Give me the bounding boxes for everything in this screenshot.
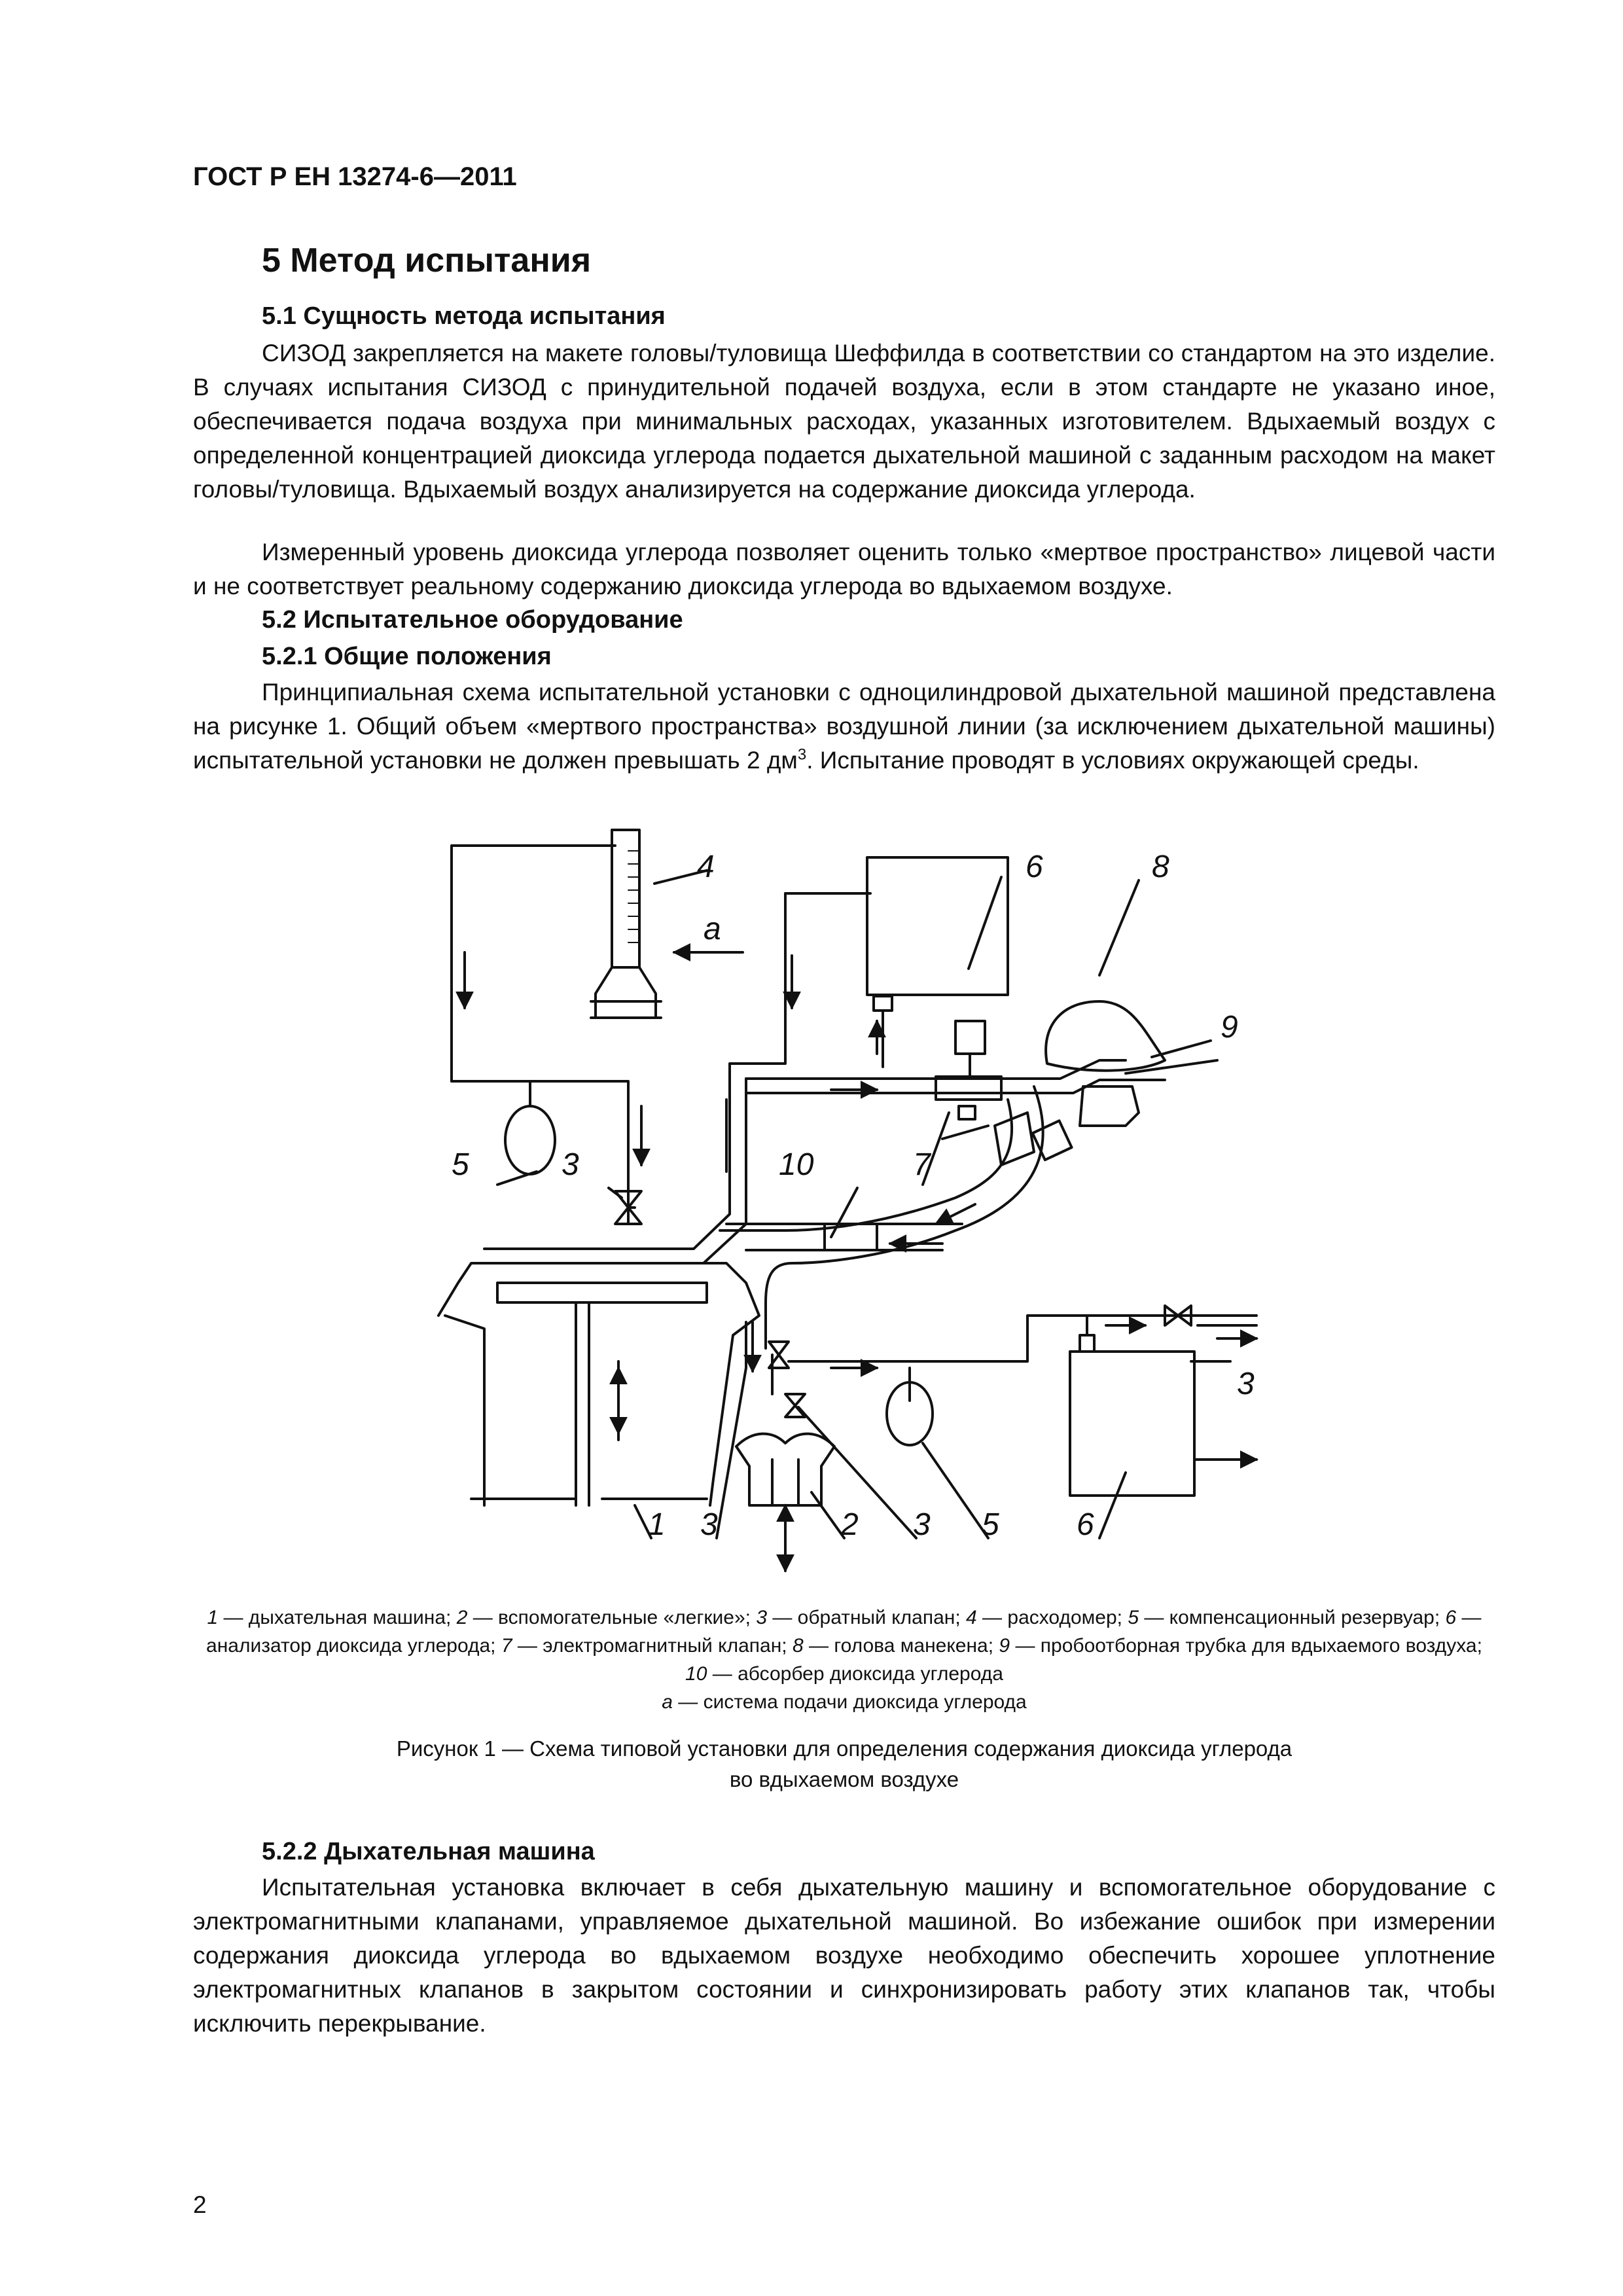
subsection-title-5-2-2: 5.2.2 Дыхательная машина <box>262 1838 595 1865</box>
page-number: 2 <box>193 2191 207 2218</box>
figure-caption: Рисунок 1 — Схема типовой установки для определения содержания диоксида углерода во вдыхаемом воздухе <box>396 1736 1293 1791</box>
label-8: 8 <box>1152 850 1169 884</box>
paragraph-5-2-2: Испытательная установка включает в себя дыхательную машину и вспомогательное оборудование с электромагнитными клапанами, управляемое дыхательной машиной. Во избежание ошибок при измерении содержания диоксида углерода во вдыхаемом воздухе необходимо обеспечить хорошее уплотнение электромагнитных клапанов в закрытом состоянии и синхронизировать работу этих клапанов так, чтобы исключить перекрывание. <box>193 1874 1495 2037</box>
label-7: 7 <box>913 1147 931 1182</box>
label-6-bottom: 6 <box>1077 1507 1094 1542</box>
label-3-right: 3 <box>1237 1367 1255 1401</box>
label-6-top: 6 <box>1026 850 1043 884</box>
label-9: 9 <box>1221 1010 1238 1045</box>
document-header: ГОСТ Р ЕН 13274-6—2011 <box>193 162 517 191</box>
label-5-left: 5 <box>452 1147 469 1182</box>
paragraph-5-1-1: СИЗОД закрепляется на макете головы/туловища Шеффилда в соответствии со стандартом на это изделие. В случаях испытания СИЗОД с принудительной подачей воздуха, если в этом стандарте не указано иное, обеспечивается подача воздуха при минимальных расходах, указанных изготовителем. Вдыхаемый воздух с определенной концентрацией диоксида углерода подается дыхательной машиной с заданным расходом на макет головы/туловища. Вдыхаемый воздух анализируется на содержание диоксида углерода. <box>193 340 1495 503</box>
test-setup-diagram <box>0 818 1623 1604</box>
label-2: 2 <box>841 1507 859 1542</box>
label-4: 4 <box>697 850 715 884</box>
figure-legend: 1 — дыхательная машина; 2 — вспомогательные «легкие»; 3 — обратный клапан; 4 — расходомер; 5 — компенсационный резервуар; 6 — анализатор диоксида углерода; 7 — электромагнитный клапан; 8 — голова манекена; 9 — пробоотборная трубка для вдыхаемого воздуха; 10 — абсорбер диоксида углерода а — система подачи диоксида углерода <box>206 1607 1482 1713</box>
subsection-title-5-2-1: 5.2.1 Общие положения <box>262 643 552 670</box>
label-a: a <box>704 912 721 946</box>
label-10: 10 <box>779 1147 814 1182</box>
label-1: 1 <box>648 1507 666 1542</box>
subsection-title-5-2: 5.2 Испытательное оборудование <box>262 606 683 634</box>
label-5-bottom: 5 <box>982 1507 999 1542</box>
label-3-bottom-a: 3 <box>700 1507 718 1542</box>
label-3-bottom-b: 3 <box>913 1507 931 1542</box>
subsection-title-5-1: 5.1 Сущность метода испытания <box>262 302 666 330</box>
paragraph-5-2-1: Принципиальная схема испытательной установки с одноцилиндровой дыхательной машиной представлена на рисунке 1. Общий объем «мертвого пространства» воздушной линии (за исключением дыхательной машины) испытательной установки не должен превышать 2 $дм^3$. Испытание проводят в условиях окружающей среды. <box>193 679 1495 774</box>
paragraph-5-1-2: Измеренный уровень диоксида углерода позволяет оценить только «мертвое пространство» лицевой части и не соответствует реальному содержанию диоксида углерода во вдыхаемом воздухе. <box>193 539 1495 600</box>
label-3-top: 3 <box>562 1147 579 1182</box>
section-title: 5 Метод испытания <box>262 242 592 279</box>
